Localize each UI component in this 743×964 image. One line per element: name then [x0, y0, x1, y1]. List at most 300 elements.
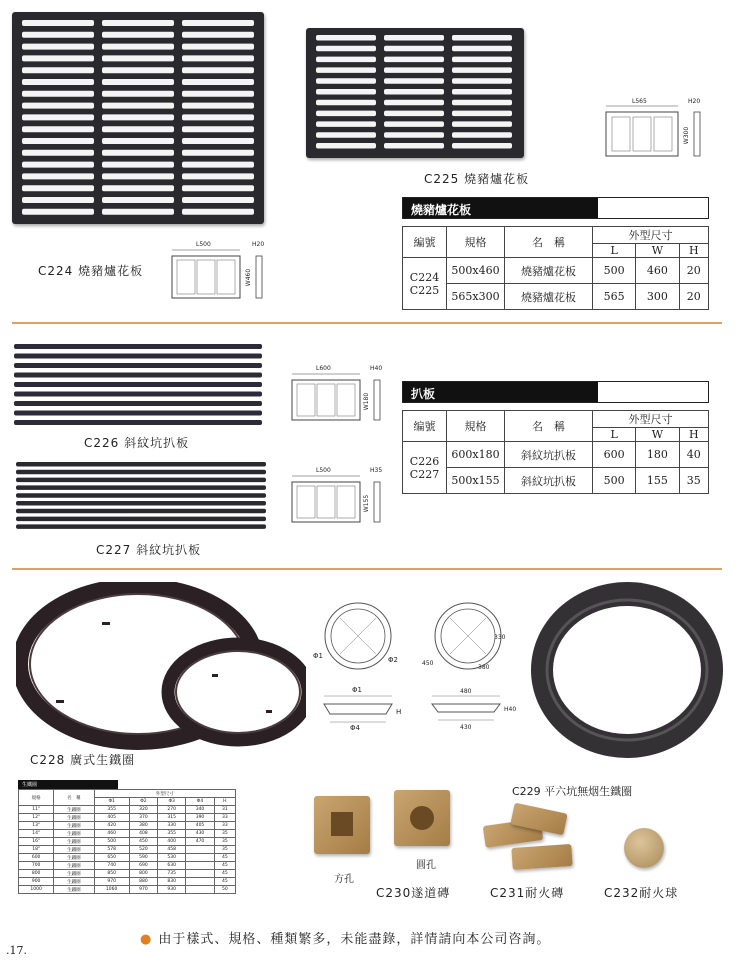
grate-slot [182, 103, 254, 109]
c225-dim-h: H20 [688, 98, 701, 105]
small-table-cell: 690 [129, 862, 157, 870]
small-table-cell: 850 [94, 870, 129, 878]
grate-slot [452, 78, 512, 84]
small-table-cell: 11" [19, 806, 54, 814]
small-table-cell: 18" [19, 846, 54, 854]
grate-slot [316, 132, 376, 138]
grate-slot [102, 67, 174, 73]
table2-cell: 斜紋坑扒板 [505, 442, 593, 468]
small-table-cell: 1000 [19, 886, 54, 894]
grate-slot [22, 67, 94, 73]
table2 [402, 410, 709, 494]
grate-slot [182, 44, 254, 50]
grate-bar [16, 470, 266, 475]
grate-slot [384, 78, 444, 84]
grate-slot [384, 67, 444, 73]
small-table-cell: 生鐵圈 [54, 878, 94, 886]
grate-slot [316, 100, 376, 106]
grate-slot [384, 46, 444, 52]
table1-title-bar [402, 197, 709, 219]
c227-caption: C227 斜紋坑扒板 [96, 543, 202, 557]
grate-slot [182, 209, 254, 215]
grate-bar [16, 485, 266, 490]
grate-slot [102, 185, 174, 191]
grate-slot [182, 173, 254, 179]
table1-cell: 565 [593, 284, 636, 310]
c224-dim-l: L500 [196, 241, 211, 248]
small-table-cell: 880 [129, 878, 157, 886]
grate-slot [102, 162, 174, 168]
c225-grate-image [306, 28, 524, 158]
small-table-cell: 470 [186, 838, 214, 846]
table1-cell: 500x460 [447, 258, 505, 284]
grate-slot [22, 126, 94, 132]
small-table-row [19, 870, 236, 878]
c230-round-hole-brick [394, 790, 450, 846]
small-table-row [19, 806, 236, 814]
small-table-cell: 450 [129, 838, 157, 846]
grate-slot [182, 126, 254, 132]
table2-cell: 35 [679, 468, 709, 494]
small-table-cell: 35 [214, 838, 235, 846]
c230-label-round: 圓孔 [416, 860, 436, 871]
small-table-cell: 生鐵圈 [54, 830, 94, 838]
grate-slot [452, 143, 512, 149]
small-table-cell: 830 [158, 878, 186, 886]
small-table-cell: 500 [94, 838, 129, 846]
table1-code-1: C225 [409, 283, 440, 297]
grate-bar [16, 509, 266, 514]
c224-dimension-drawing [170, 240, 280, 302]
table1-cell: 565x300 [447, 284, 505, 310]
grate-slot [316, 121, 376, 127]
table2-cell: 斜紋坑扒板 [505, 468, 593, 494]
small-table-cell: 35 [214, 846, 235, 854]
table2-header-l: L [593, 428, 636, 442]
small-table-cell: 生鐵圈 [54, 838, 94, 846]
grate-slot [22, 79, 94, 85]
table2-code-0: C226 [409, 454, 440, 468]
grate-slot [22, 150, 94, 156]
grate-slot [316, 57, 376, 63]
small-table-cell: 生鐵圈 [54, 806, 94, 814]
table1-header-l: L [593, 244, 636, 258]
grate-bar [14, 354, 262, 359]
grate-slot [22, 114, 94, 120]
table2-cell: 40 [679, 442, 709, 468]
ring-label-430: 430 [460, 724, 472, 731]
c226-dim-w: W180 [363, 392, 371, 411]
c232-ball-image [624, 828, 664, 868]
grate-slot [102, 103, 174, 109]
grate-bar [14, 401, 262, 406]
small-table-row [19, 886, 236, 894]
small-table-cell [186, 846, 214, 854]
grate-slot [22, 55, 94, 61]
c228-ring-image [16, 582, 306, 754]
small-table-row [19, 846, 236, 854]
c231-brick-image [511, 844, 572, 870]
table2-cell: 600x180 [447, 442, 505, 468]
c229-ring-image [526, 578, 728, 774]
small-table-cell: 930 [158, 886, 186, 894]
c227-dimension-drawing [290, 466, 400, 528]
grate-bar [14, 420, 262, 425]
grate-bar [16, 478, 266, 483]
grate-slot [102, 91, 174, 97]
grate-bar [16, 462, 266, 467]
c230-label-square: 方孔 [334, 874, 354, 885]
grate-bar [14, 411, 262, 416]
grate-slot [384, 100, 444, 106]
grate-slot [316, 143, 376, 149]
small-table-cell: 320 [129, 806, 157, 814]
small-table [18, 789, 236, 894]
small-table-cell: 1060 [94, 886, 129, 894]
small-table-cell: 270 [158, 806, 186, 814]
table1-header-w: W [636, 244, 679, 258]
small-table-cell: 330 [158, 822, 186, 830]
grate-slot [384, 143, 444, 149]
small-table-cell: 700 [19, 862, 54, 870]
small-table-cell: 590 [129, 854, 157, 862]
small-table-cell: 630 [158, 862, 186, 870]
grate-slot [102, 209, 174, 215]
table1-code-0: C224 [409, 270, 440, 284]
grate-slot [182, 185, 254, 191]
small-table-cell: 45 [214, 854, 235, 862]
small-table-cell: 460 [94, 830, 129, 838]
small-table-header: H [214, 798, 235, 806]
grate-slot [452, 121, 512, 127]
grate-slot [182, 150, 254, 156]
table2-cell: 155 [636, 468, 679, 494]
small-table-cell [186, 854, 214, 862]
grate-slot [102, 138, 174, 144]
ring-label-phi1: Φ1 [313, 652, 323, 660]
small-table-header: Φ1 [94, 798, 129, 806]
grate-bar [14, 373, 262, 378]
table2-title-bar [402, 381, 709, 403]
grate-slot [22, 197, 94, 203]
small-table-cell: 400 [158, 838, 186, 846]
c225-caption: C225 燒豬爐花板 [424, 172, 530, 186]
grate-slot [384, 121, 444, 127]
small-table-cell [186, 878, 214, 886]
table1-cell: 燒豬爐花板 [505, 284, 593, 310]
small-table-cell: 405 [186, 822, 214, 830]
grate-bar [16, 501, 266, 506]
small-table-cell: 735 [158, 870, 186, 878]
c227-dim-h: H35 [370, 467, 383, 474]
c224-grate-image [12, 12, 264, 224]
c225-dim-l: L565 [632, 98, 647, 105]
grate-slot [22, 185, 94, 191]
ring-label-480: 480 [460, 688, 472, 695]
table2-codes [403, 442, 447, 494]
grate-slot [102, 197, 174, 203]
small-table-cell: 35 [214, 830, 235, 838]
c226-caption: C226 斜紋坑扒板 [84, 436, 190, 450]
c227-dim-w: W155 [363, 494, 371, 513]
table1-cell: 460 [636, 258, 679, 284]
grate-bar [14, 382, 262, 387]
table1-title: 燒豬爐花板 [403, 198, 598, 218]
grate-slot [452, 132, 512, 138]
grate-bar [14, 344, 262, 349]
page-number: .17. [6, 944, 27, 957]
small-table-cell: 520 [129, 846, 157, 854]
small-table-cell: 生鐵圈 [54, 814, 94, 822]
table1 [402, 226, 709, 310]
grate-slot [182, 67, 254, 73]
small-table-header: Φ2 [129, 798, 157, 806]
ring-label-phi4: Φ4 [350, 724, 360, 732]
grate-slot [452, 57, 512, 63]
small-table-row [19, 878, 236, 886]
small-table-cell: 340 [186, 806, 214, 814]
small-table-cell: 405 [94, 814, 129, 822]
c227-grate-image [14, 460, 268, 534]
bullet-icon: ● [140, 932, 153, 947]
small-table-cell: 355 [158, 830, 186, 838]
c224-dim-w: W460 [245, 268, 253, 287]
grate-bar [16, 524, 266, 529]
grate-bar [14, 392, 262, 397]
table1-header-code: 編號 [403, 227, 447, 258]
c224-caption: C224 燒豬爐花板 [38, 264, 144, 278]
small-table-cell: 390 [186, 814, 214, 822]
small-table-cell: 408 [129, 830, 157, 838]
small-table-cell: 970 [129, 886, 157, 894]
grate-slot [102, 32, 174, 38]
c229-caption: C229 平六坑無烟生鐵圈 [512, 785, 633, 798]
grate-slot [316, 46, 376, 52]
table2-cell: 500 [593, 468, 636, 494]
small-table-cell: 970 [94, 878, 129, 886]
c226-dim-l: L600 [316, 365, 331, 372]
section-divider-2 [12, 568, 722, 570]
grate-slot [182, 138, 254, 144]
small-table-cell: 生鐵圈 [54, 822, 94, 830]
small-table-row [19, 814, 236, 822]
footer-text: 由于樣式、規格、種類繁多，未能盡錄，詳情請向本公司咨詢。 [158, 932, 551, 947]
c226-dimension-drawing [290, 364, 400, 426]
table1-header-h: H [679, 244, 709, 258]
grate-slot [22, 162, 94, 168]
grate-slot [182, 91, 254, 97]
small-table-cell: 50 [214, 886, 235, 894]
ring-label-330: 330 [494, 634, 506, 641]
table1-codes [403, 258, 447, 310]
small-table-title: 生鐵圈 [18, 780, 118, 789]
small-table-cell: 380 [129, 822, 157, 830]
small-table-cell: 800 [129, 870, 157, 878]
grate-slot [22, 44, 94, 50]
small-table-cell: 430 [186, 830, 214, 838]
grate-slot [102, 55, 174, 61]
table2-header-code: 编號 [403, 411, 447, 442]
grate-slot [182, 114, 254, 120]
grate-slot [102, 114, 174, 120]
c227-dim-l: L500 [316, 467, 331, 474]
small-table-cell [186, 886, 214, 894]
grate-slot [316, 35, 376, 41]
small-table-cell: 315 [158, 814, 186, 822]
small-table-cell: 355 [94, 806, 129, 814]
ring-label-h: H [396, 708, 402, 716]
table1-header-spec: 規格 [447, 227, 505, 258]
c232-caption: C232耐火球 [604, 886, 679, 900]
grate-slot [22, 91, 94, 97]
grate-slot [452, 111, 512, 117]
table2-header-h: H [679, 428, 709, 442]
small-table-cell: 33 [214, 814, 235, 822]
grate-slot [384, 57, 444, 63]
small-table-cell [186, 862, 214, 870]
small-table-header: Φ4 [186, 798, 214, 806]
grate-slot [384, 132, 444, 138]
table1-cell: 300 [636, 284, 679, 310]
grate-slot [182, 32, 254, 38]
small-table-cell: 33 [214, 822, 235, 830]
small-table-cell: 生鐵圈 [54, 886, 94, 894]
table2-header-name: 名 稱 [505, 411, 593, 442]
table2-cell: 500x155 [447, 468, 505, 494]
small-table-row [19, 838, 236, 846]
c230-square-hole-brick [314, 796, 370, 854]
ring-label-h40: H40 [504, 706, 517, 713]
grate-slot [452, 67, 512, 73]
small-table-row [19, 854, 236, 862]
c231-caption: C231耐火磚 [490, 886, 565, 900]
ring-label-phi2: Φ2 [388, 656, 398, 664]
table2-title: 扒板 [403, 382, 598, 402]
small-table-cell: 45 [214, 862, 235, 870]
small-table-cell: 12" [19, 814, 54, 822]
small-table-cell: 31 [214, 806, 235, 814]
small-table-cell: 600 [19, 854, 54, 862]
ring-diagram [310, 600, 522, 740]
small-table-cell: 458 [158, 846, 186, 854]
c224-grate-slots [12, 12, 264, 224]
grate-slot [316, 89, 376, 95]
table2-header-outer: 外型尺寸 [593, 411, 709, 428]
grate-slot [22, 173, 94, 179]
c226-dim-h: H40 [370, 365, 383, 372]
c228-caption: C228 廣式生鐵圈 [30, 753, 136, 767]
grate-slot [316, 78, 376, 84]
table1-header-outer: 外型尺寸 [593, 227, 709, 244]
grate-slot [22, 138, 94, 144]
c226-grate-image [12, 342, 266, 430]
grate-slot [102, 20, 174, 26]
small-table-header: 名 稱 [54, 790, 94, 806]
grate-slot [452, 89, 512, 95]
grate-slot [102, 79, 174, 85]
ring-label-380: 380 [478, 664, 490, 671]
small-table-cell: 578 [94, 846, 129, 854]
small-table-cell: 370 [129, 814, 157, 822]
small-table-header-outer: 外型尺寸 [94, 790, 235, 798]
small-table-cell: 生鐵圈 [54, 854, 94, 862]
table2-cell: 180 [636, 442, 679, 468]
small-table-row [19, 830, 236, 838]
small-table-cell: 900 [19, 878, 54, 886]
grate-slot [384, 111, 444, 117]
small-table-cell: 生鐵圈 [54, 870, 94, 878]
grate-slot [182, 55, 254, 61]
small-table-cell: 45 [214, 878, 235, 886]
c224-dim-h: H20 [252, 241, 265, 248]
small-table-cell: 16" [19, 838, 54, 846]
grate-slot [384, 35, 444, 41]
grate-slot [22, 103, 94, 109]
grate-slot [102, 44, 174, 50]
small-table-cell: 14" [19, 830, 54, 838]
grate-slot [22, 32, 94, 38]
grate-slot [182, 79, 254, 85]
small-table-cell: 生鐵圈 [54, 862, 94, 870]
small-table-header: Φ3 [158, 798, 186, 806]
section-divider-1 [12, 322, 722, 324]
table2-header-w: W [636, 428, 679, 442]
c230-caption: C230遂道磚 [376, 886, 451, 900]
ring-label-phi1-side: Φ1 [352, 686, 362, 694]
grate-slot [182, 162, 254, 168]
small-table-wrap [18, 780, 236, 894]
grate-slot [102, 126, 174, 132]
small-table-row [19, 862, 236, 870]
grate-slot [102, 173, 174, 179]
table1-cell: 20 [679, 258, 709, 284]
ring-label-450: 450 [422, 660, 434, 667]
grate-bar [14, 363, 262, 368]
small-table-cell [186, 870, 214, 878]
grate-slot [22, 20, 94, 26]
table2-cell: 600 [593, 442, 636, 468]
small-table-cell: 800 [19, 870, 54, 878]
small-table-cell: 45 [214, 870, 235, 878]
small-table-cell: 生鐵圈 [54, 846, 94, 854]
grate-slot [384, 89, 444, 95]
grate-slot [316, 67, 376, 73]
table1-cell: 500 [593, 258, 636, 284]
small-table-cell: 420 [94, 822, 129, 830]
table2-code-1: C227 [409, 467, 440, 481]
small-table-cell: 530 [158, 854, 186, 862]
table1-cell: 20 [679, 284, 709, 310]
grate-slot [452, 100, 512, 106]
c225-grate-slots [306, 28, 524, 158]
table1-header-name: 名 稱 [505, 227, 593, 258]
grate-slot [182, 20, 254, 26]
grate-slot [316, 111, 376, 117]
small-table-cell: 13" [19, 822, 54, 830]
grate-slot [102, 150, 174, 156]
small-table-row [19, 822, 236, 830]
table1-cell: 燒豬爐花板 [505, 258, 593, 284]
table2-header-spec: 規格 [447, 411, 505, 442]
grate-bar [16, 517, 266, 522]
small-table-header: 規格 [19, 790, 54, 806]
c225-dim-w: W300 [683, 126, 691, 145]
c225-dimension-drawing [604, 98, 714, 168]
grate-slot [22, 209, 94, 215]
small-table-cell: 740 [94, 862, 129, 870]
grate-slot [452, 35, 512, 41]
grate-slot [182, 197, 254, 203]
